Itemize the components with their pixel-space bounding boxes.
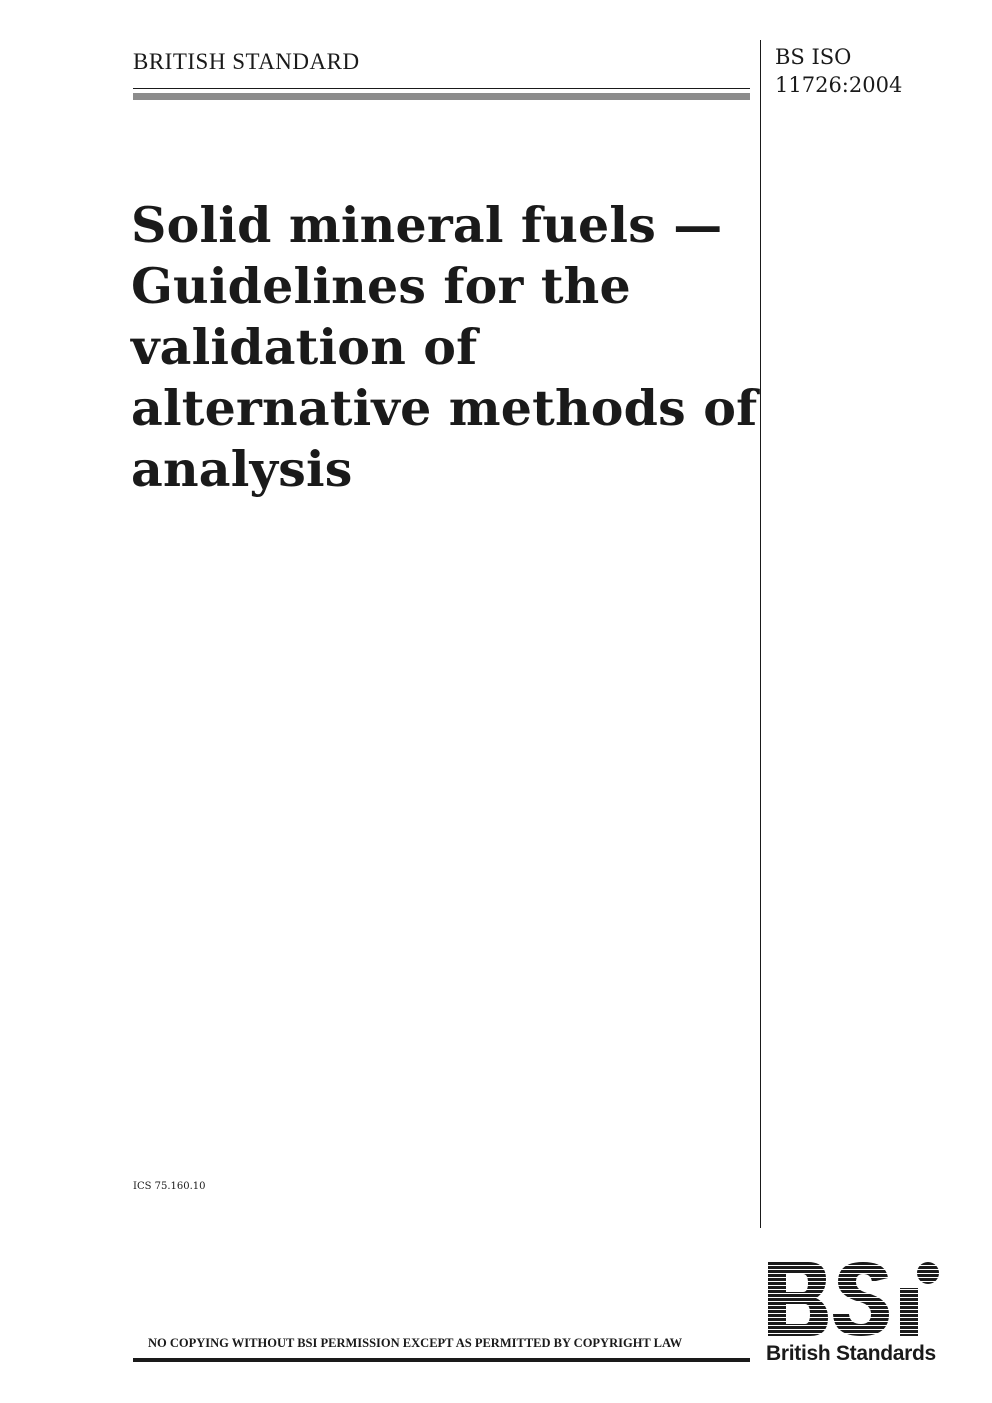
document-type-label: BRITISH STANDARD — [133, 49, 360, 74]
standard-number-line-1: BS ISO — [775, 45, 852, 69]
standard-number — [775, 43, 902, 99]
header-thin-rule — [133, 88, 750, 89]
standard-number-line-2: 11726:2004 — [775, 73, 903, 97]
vertical-divider — [760, 40, 761, 1228]
title-line-5: analysis — [131, 440, 353, 498]
footer-rule — [133, 1358, 750, 1362]
header-thick-rule — [133, 93, 750, 100]
bsi-logo-mark-icon — [768, 1262, 946, 1340]
title-line-2: Guidelines for the — [131, 257, 631, 315]
title-line-1: Solid mineral fuels — — [131, 196, 723, 254]
title-line-3: validation of — [131, 318, 478, 376]
ics-code: ICS 75.160.10 — [133, 1181, 206, 1192]
bsi-caption: British Standards — [766, 1342, 936, 1365]
copyright-notice: NO COPYING WITHOUT BSI PERMISSION EXCEPT AS PERMITTED BY COPYRIGHT LAW — [148, 1336, 683, 1350]
document-title — [131, 195, 758, 500]
title-line-4: alternative methods of — [131, 379, 758, 437]
